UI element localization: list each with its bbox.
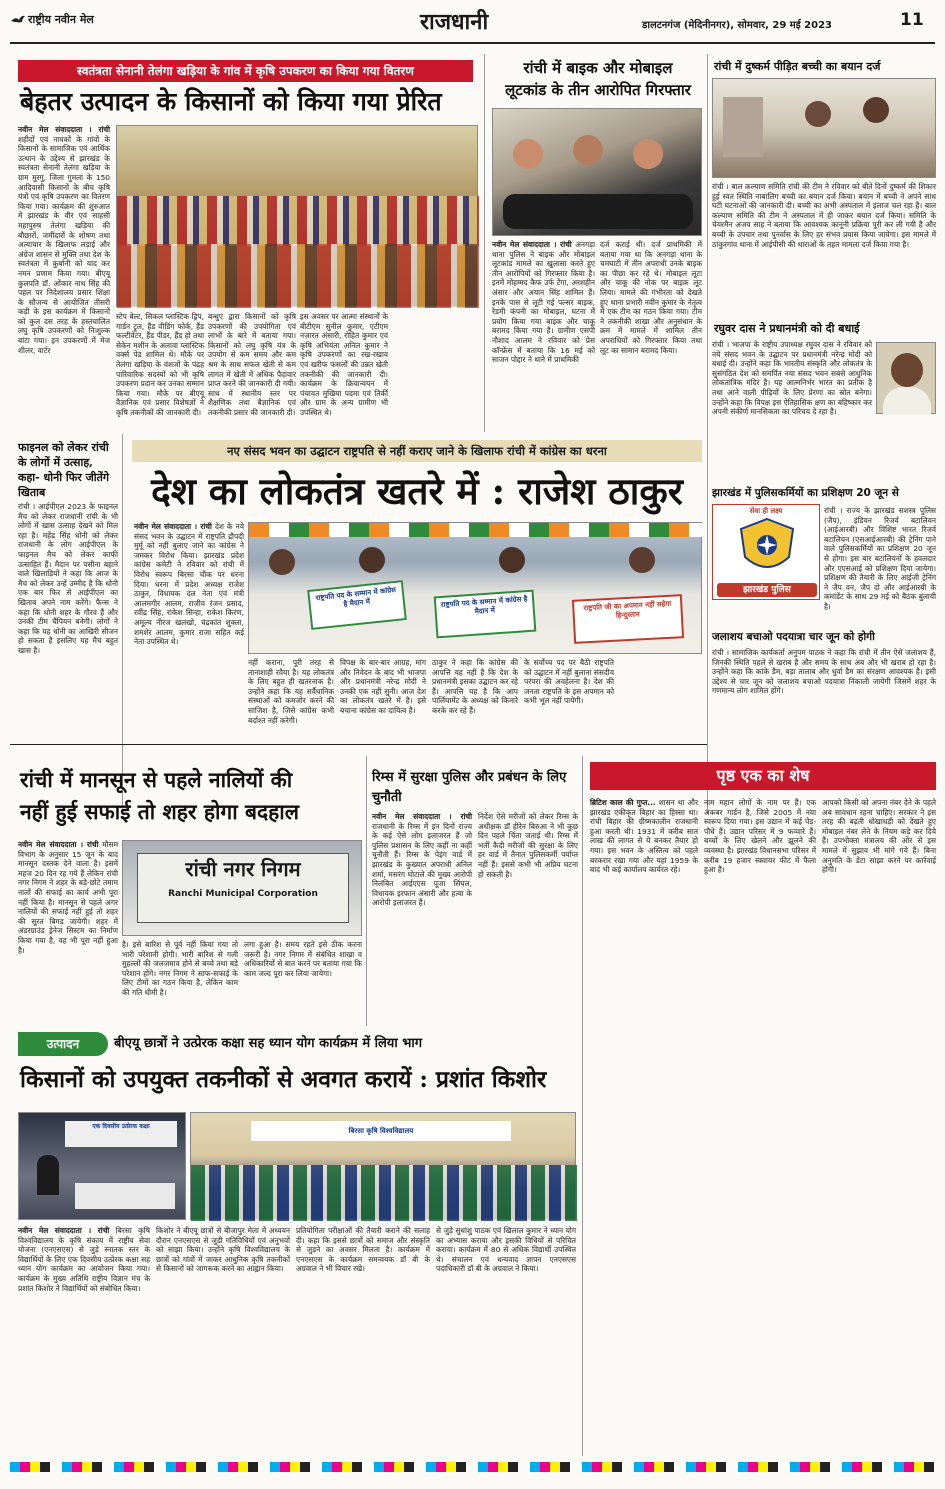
story6-body: रांची । सामाजिक कार्यकर्ता अनुपम पाठक ने कहा कि रांची में तीन ऐसे जलाशय हैं, जिनकी स्थिति पहले से खराब है और समय के साथ अब और भी खराब हो रहा है। उन्होंने कहा कि कांके डैम, बड़ा तालाब और धुर्वा डैम का संरक्षण आवश्यक है। इसी उद्देश्य से चार जून को जलाशय बचाओ पदयात्रा निकाली जायेगी जिसमें शहर के गणमान्य लोग शामिल होंगे। xyxy=(712,648,936,696)
photo1-banner: एक दिवसीय उत्प्रेरक कक्षा xyxy=(65,1121,177,1147)
story8-col1-text: देश के नये संसद भवन के उद्घाटन में राष्ट्रपति द्रौपदी मुर्मू को नहीं बुलाए जाने का कांग्रेस ने जमकर विरोध किया। झारखंड प्रदेश कांग्रेस कमेटी ने रविवार को रांची में विरोध स्वरूप बिरसा चौक पर धरना दिया। धरना में प्रदेश अध्यक्ष राजेश ठाकुर, विधायक दल नेता एवं मंत्री आलमगीर आलम, राजीव रंजन प्रसाद, रवींद्र सिंह, राकेश सिन्हा, राकेश किरण, अमूल्य नीरज खलखो, चंद्रकांत शुक्ला, शमशेर आलम, कुमार राजा सहित कई नेता उपस्थित थे। xyxy=(134,522,244,647)
story9-headline-2: नहीं हुई सफाई तो शहर होगा बदहाल xyxy=(20,799,299,824)
story1-byline: नवीन मेल संवाददाता । रांची xyxy=(18,125,110,134)
story2-headline-2: लूटकांड के तीन आरोपित गिरफ्तार xyxy=(505,81,691,99)
story8-col2: नहीं कराना, पूरी तरह से तानाशाही रवैया है। यह लोकतंत्र के लिए बहुत ही खतरनाक है। उन्होंने कहा कि यह सर्वैधानिक संस्थाओं को कमजोर करने की साजिश है, जिसे कांग्रेस कभी बर्दाश्त नहीं करेगी। xyxy=(248,658,334,725)
story12-col1-text: बिरसा कृषि विश्वविद्यालय के कृषि संकाय में राष्ट्रीय सेवा योजना (एनएसएस) से जुड़े स्नातक स्तर के विद्यार्थियों के लिए एक दिवसीय उत्प्रेरक कक्षा सह ध्यान योग कार्यक्रम का आयोजन किया गया। कार्यक्रम के मुख्य अतिथि राष्ट्रीय विज्ञान मंच के प्रशांत किशोर ने विद्यार्थियों को संबोधित किया। xyxy=(18,1226,150,1293)
story9-photo xyxy=(122,840,362,936)
placard-3: राष्ट्रपति जी का अपमान नहीं सहेगा हिन्दुस्तान xyxy=(572,594,684,644)
story8-headline: देश का लोकतंत्र खतरे में : राजेश ठाकुर xyxy=(151,469,683,513)
page-number: 11 xyxy=(900,10,924,30)
logo-name: झारखंड पुलिस xyxy=(717,583,817,597)
story11-col2: नाम महान लोगों के नाम पर हैं। एक अकबर गार्डन है, जिसे 2005 में नया स्वरूप दिया गया। इस उद्यान में कई पेड़-पौधे हैं। उद्यान परिसर में 9 फव्वारे हैं। बच्चों के लिए खेलने और झूलने की व्यवस्था है। झारखंड विधानसभा परिसर में करीब 19 हजार स्क्वायर फीट में फैला हुआ है। xyxy=(704,798,816,875)
story8-col3: विपक्ष के बार-बार आग्रह, मांग और निवेदन के बाद भी भाजपा और प्रधानमंत्री नरेन्द्र मोदी ने उनकी एक नहीं सुनी। आज देश का लोकतंत्र खतरे में है। इसे बचाना कांग्रेस का दायित्व है। xyxy=(340,658,426,715)
story10-headline: रिम्स में सुरक्षा पुलिस और प्रबंधन के लिए चुनौती xyxy=(372,770,567,805)
story1-col1 xyxy=(18,125,110,425)
story10-col1 xyxy=(372,812,472,1022)
story4-body: रांची । भाजपा के राष्ट्रीय उपाध्यक्ष रघुवर दास ने रविवार को नये संसद भवन के उद्घाटन पर प्रधानमंत्री नरेन्द्र मोदी को बधाई दी। उन्होंने कहा कि भारतीय संस्कृति और लोकतंत्र के सुसंगठित देश को समर्पित नया संसद भवन सबसे आधुनिक लोकतांत्रिक मंदिर है। यह आत्मनिर्भर भारत का प्रतीक है तथा आने वाली पीढ़ियों के लिए प्रेरणा का स्रोत बनेगा। उन्होंने कहा कि विपक्ष इस ऐतिहासिक क्षण का बहिष्कार कर अपनी संकीर्ण मानसिकता का परिचय दे रहा है। xyxy=(712,340,872,417)
story11-col1-title: ब्रिटिश काल की गुप्त... xyxy=(590,798,656,807)
story1-col5 xyxy=(392,312,478,427)
story2-col1-text: अनगड़ा थाना पुलिस ने बाइक और मोबाइल लूटकांड मामले का खुलासा करते हुए तीन आरोपियों को गिरफ्तार किया है। इनमें मोहम्मद कैफ उर्फ टेंगा, अरशहीन अंसार और अयान सिंह शामिल हैं। इनके पास से लूटी गई पल्सर बाइक, रेडमी कंपनी का मोबाइल, घटना में प्रयोग किया गया बाइक और चाकू बरामद किया गया है। ग्रामीण एसपी नौशाद आलम ने रविवार को प्रेस कॉन्फ्रेंस में बताया कि 16 मई को साजन पोद्दार ने थाने में प्राथमिकी xyxy=(492,240,595,365)
story1-headline: बेहतर उत्पादन के किसानों को किया गया प्रेरित xyxy=(20,87,442,116)
bird-logo-icon xyxy=(10,12,26,28)
sign-english: Ranchi Municipal Corporation xyxy=(168,889,318,899)
story1-kicker: स्वतंत्रता सेनानी तेलंगा खड़िया के गांव में कृषि उपकरण का किया गया वितरण xyxy=(18,60,473,82)
story1-col3: बन्धुए द्वारा किसानों को कृषि उपकरणों की उपयोगिता एवं लाभों के बारे में बताया गया। किसानों को लघु कृषि यंत्र के उपयोग से कम समय और कम श्रम के साथ सफल खेती से कम लागत में खेती में अधिक पैदावार प्राप्त करने की जानकारी दी गयी। साथ में स्थानीय स्तर पर शैक्षणिक तथा बैज्ञानिक एवं तकनीकी प्रसार की जानकारी दी। xyxy=(208,312,296,417)
story3-photo xyxy=(712,78,936,178)
story1-col2: स्टेप बेल्ट, सिकल प्लास्टिक ड्रिप, गार्डन ट्रूल, हैंड वीडिंग फोर्क, हैंड फल्टीवेटर, हैंड पीडर, हैंड हो तथा सेकेन मशीन के अलावा प्लास्टिक वर्क्स पेड शामिल थे। मौके पर तेलंगा खड़िया के वंशजों के पंद्रह पारिवारिक सदस्यों को भी कृषि उपकरण प्रदान कर उनका सम्मान किया गया। मौके पर बीएयू वैज्ञानिक एवं प्रसार विशेषज्ञों ने कृषि तकनीकों की जानकारी दी। xyxy=(116,312,204,417)
story12-col1 xyxy=(18,1226,150,1452)
story10-byline: नवीन मेल संवाददाता । रांची xyxy=(372,812,472,821)
jharkhand-police-logo-icon xyxy=(712,504,820,600)
divider-mid xyxy=(10,744,707,745)
story6-headline: जलाशय बचाओ पदयात्रा चार जून को होगी xyxy=(712,631,875,643)
story3-body: रांची । बाल कल्याण समिति रांची की टीम ने रविवार को बीते दिनों दुष्कर्म की शिकार हुई स्वत स्थिति नाबालिग बच्ची का बयान दर्ज किया। बयान में बच्ची ने अपने साथ घटी घटनाओं की जानकारी दी। बच्ची का अभी अस्पताल में इलाज चल रहा है। बाल कल्याण समिति की टीम ने अस्पताल में ही जाकर बयान दर्ज किया। समिति के चेयरमैन अजय साह ने बताया कि आवश्यक कानूनी प्रक्रिया पूरी कर ली गयी है और बच्ची के उपचार तथा पुनर्वास के लिए हर संभव प्रयास किया जायेगा। इस मामले में ठाकुरगांव थाना में आईपीसी की धाराओं के तहत मामला दर्ज किया गया है। xyxy=(712,182,936,249)
story2-photo xyxy=(492,108,702,236)
story12-tag: उत्पादन xyxy=(18,1032,108,1056)
story4-headline: रघुवर दास ने प्रधानमंत्री को दी बधाई xyxy=(714,322,860,335)
logo-motto: सेवा ही लक्ष्य xyxy=(749,507,783,515)
story10-col2: निर्देश ऐसे मरीजों को लेकर रिम्स के अधीक्षक डॉ हीरेन बिरुआ ने भी कुछ दिन पहले चिंता जताई थी। रिम्स में भर्ती कैदी मरीजों की सुरक्षा के लिए हर वार्ड में तैनात पुलिसकर्मी पर्याप्त नहीं हैं। इससे कभी भी अप्रिय घटना हो सकती है। xyxy=(478,812,578,879)
story11-banner: पृष्ठ एक का शेष xyxy=(590,762,936,790)
story9-byline: नवीन मेल संवाददाता । रांची xyxy=(18,840,99,849)
story1-col1-text: शहीदों एवं नायकों के गांवों के किसानों के सामाजिक एवं आर्थिक उत्थान के उद्देश्य से झारखंड के स्वतंत्रता सेनानी तेलंगा खड़िया के ग्राम मुरगु, जिला गुमला के 150 आदिवासी किसानों के बीच कृषि यंत्रों एवं कृषि उपकरण का वितरण किया गया। कार्यक्रम की शुरुआत में झारखंड के वीर एवं साहसी महापुरुष तेलंगा खड़िया की बौछारों, जमींदारों के शोषण तथा अत्याचार के खिलाफ लड़ाई और अंग्रेज शासन से मुक्ति तथा देश के स्वतंत्रता में कुर्बानी को याद कर नमन प्रणाम किया गया। बीएयू कुलपति डॉ. ओंकार नाथ सिंह की पहल पर निदेशालय प्रसार शिक्षा के सौजन्य से आयोजित तीसरी कड़ी के इस कार्यक्रम में किसानों को कुल दस तरह के हस्तचालित लघु कृषि उपकरणों को निःशुल्क बांटा गया। इन उपकरणों में मेज शीलर, वार्टर xyxy=(18,134,110,355)
story9-col1-text: मौसम विभाग के अनुसार 15 जून के बाद मानसून दस्तक देने वाला है। इसमें महज 20 दिन रह गये हैं लेकिन रांची नगर निगम ने शहर के बड़े-छोटे तमाम नालों की सफाई का कार्य अभी पूरा नहीं किया है। मानसून से पहले अगर नालियों की सफाई नहीं हुई तो शहर की सूरत बिगड़ जायेगी। शहर में अंडरग्राउंड ड्रेनेज सिस्टम का निर्माण किया गया है, वह भी पूरा नहीं हुआ है। xyxy=(18,840,118,955)
placard-1: राष्ट्रपति पद के सम्मान में कांग्रेस है मैदान में xyxy=(307,580,407,630)
placard-2: राष्ट्रपति पद के सम्मान में कांग्रेस है मैदान में xyxy=(434,590,537,639)
story11-col1-text: शासन था और झारखंड एकीकृत बिहार का हिस्सा था। रांची बिहार की ग्रीष्मकालीन राजधानी हुआ करती थी। 1931 में करीब सात लाख की लागत से ये बनकर तैयार हो गया। इस भवन के अस्तित्व को पहले बरकरार रखा गया और यहां 1959 के बाद भी कई कार्यालय कार्यरत रहे। xyxy=(590,798,698,875)
masthead-rule xyxy=(10,42,935,44)
story5-body-cont xyxy=(712,600,936,626)
story4-photo xyxy=(876,342,936,414)
story1-col4: इस अवसर पर आत्मा संस्थानों के बीटीएम सुनील कुमार, एटीएम नज़ारत अंसारी, रोहित कुमार एवं कृषि अभियंता अनिल कुमार ने कृषि उपकरणों का रख-रखाव एवं खरीफ फसलों की उन्नत खेती तकनीकी की जानकारी दी। कार्यक्रम के क्रियान्वयन में पंचायत मुखिया पदमा एवं तिर्की और ग्राम के अन्य ग्रामीण भी उपस्थित थे। xyxy=(300,312,388,417)
story9-col3: लगा हुआ है। समय रहते इसे ठीक करना जरूरी है। नगर निगम में संबंधित शाखा व अधिकारियों से बात करने पर बताया गया कि काम जल्द पूरा कर लिया जायेगा। xyxy=(244,940,362,978)
story2-headline-1: रांची में बाइक और मोबाइल xyxy=(523,59,673,77)
story8-byline: नवीन मेल संवाददाता । रांची xyxy=(134,522,212,531)
sign-hindi: रांची नगर निगम xyxy=(185,857,301,881)
story8-col5: के सर्वोच्च पद पर बैठी राष्ट्रपति को उद्घाटन में नहीं बुलाना संसदीय परंपरा की अवहेलना है। देश की जनता राष्ट्रपति के इस अपमान को कभी भूल नहीं पायेगी। xyxy=(524,658,614,706)
story5-headline: झारखंड में पुलिसकर्मियों का प्रशिक्षण 20 जून से xyxy=(712,487,899,499)
story11-col3: आपको किसी को अपना नंबर देने के पहले अब सावधान रहना चाहिए। सरकार ने इस तरह की बढ़ती धोखाधड़ी को देखते हुए मोबाइल नंबर लेने के नियम कड़े कर दिये हैं। उपभोक्ता मंत्रालय की ओर से इस मामले में सुझाव भी मांगे गये हैं। बिना अनुमति के डेटा साझा करने पर कार्रवाई होगी। xyxy=(822,798,936,875)
paper-name: राष्ट्रीय नवीन मेल xyxy=(28,13,94,26)
dateline: डालटनगंज (मेदिनीनगर), सोमवार, 29 मई 2023 xyxy=(642,20,833,31)
story8-photo xyxy=(248,522,702,654)
story2-byline: नवीन मेल संवाददाता । रांची xyxy=(492,240,572,249)
story12-photo-1 xyxy=(18,1112,186,1220)
story12-headline: किसानों को उपयुक्त तकनीकों से अवगत करायें : प्रशांत किशोर xyxy=(20,1066,547,1093)
story12-photo-2 xyxy=(190,1112,576,1220)
story8-kicker: नए संसद भवन का उद्घाटन राष्ट्रपति से नहीं कराए जाने के खिलाफ रांची में कांग्रेस का धरना xyxy=(132,440,702,462)
story12-col2: किशोर ने बीएयू छात्रों से बीजापुर मेला में अध्ययन दौरान एनएसएस से जुड़ी गतिविधियों एवं अनुभवों को साझा किया। उन्होंने कृषि विश्वविद्यालय के छात्रों को गांवों में जाकर आधुनिक कृषि तकनीकों से किसानों को जागरूक करने का आह्वान किया। xyxy=(156,1226,290,1274)
footer-color-bar xyxy=(10,1462,935,1472)
story11-col1 xyxy=(590,798,698,1452)
masthead xyxy=(0,0,945,48)
story12-byline: नवीन मेल संवाददाता । रांची xyxy=(18,1226,110,1235)
story12-col4: से जुड़े सुधांशु पाठक एवं खिलाल कुमार ने ध्यान योग का अभ्यास कराया और इसकी विधियों से परिचित कराया। कार्यक्रम में 80 से अधिक विद्यार्थी उपस्थित थे। संचालन एवं धन्यवाद ज्ञापन एनएसएस पदाधिकारी डॉ बी के अग्रवाल ने किया। xyxy=(436,1226,576,1274)
section-title: राजधानी xyxy=(420,9,489,35)
story12-kicker: बीएयू छात्रों ने उत्प्रेरक कक्षा सह ध्यान योग कार्यक्रम में लिया भाग xyxy=(114,1036,423,1051)
story5-body: रांची । राज्य के झारखंड सशस्त्र पुलिस (जैप), इंडियन रिजर्व बटालियन (आईआरबी) और विशिष्ट भारत रिजर्व बटालियन (एसआईआरबी) की ट्रेनिंग पाने वाले पुलिसकर्मियों का प्रशिक्षण 20 जून से होगा। इस बार बटालियनों के हवलदार और एएसआई को प्रशिक्षण दिया जायेगा। प्रशिक्षण की तैयारी के लिए आईजी ट्रेनिंग ने जैप वन, जैप दो और आईआरबी के कमांडेंट के साथ 29 मई को बैठक बुलायी है। xyxy=(824,506,936,611)
story9-col2: है। इसे बारिश से पूर्व नहीं किया गया तो भारी परेशानी होगी। भारी बारिश से गली मुहल्लों की जलजमाव होने से बच्चे तथा बड़े परेशान होंगे। नगर निगम ने साफ-सफाई के लिए टीमों का गठन किया है, लेकिन काम की गति धीमी है। xyxy=(122,940,238,997)
story9-headline-1: रांची में मानसून से पहले नालियों की xyxy=(20,767,293,792)
story3-headline: रांची में दुष्कर्म पीड़ित बच्ची का बयान दर्ज xyxy=(714,60,881,73)
story9-col1 xyxy=(18,840,118,1020)
story7-body: रांची । आईपीएल 2023 के फाइनल मैच को लेकर राजधानी रांची के भी लोगों में खास उत्साह देखने को मिल रहा है। महेंद्र सिंह धोनी को लेकर राजधानी के लोग आईपीएल के फाइनल मैच को लेकर काफी उत्साहित हैं। मैदान पर पसीना बहाने वाले खिलाड़ियों ने कहा कि आज के मैच को लेकर उन्हें उम्मीद है कि धोनी एक बार फिर से आईपीएल का खिताब अपने नाम करेंगे। फैन्स ने कहा कि धोनी शहर के गौरव हैं और उनकी टीम चैंपियन बनेगी। लोगों ने कहा कि यह धोनी का आखिरी सीजन हो सकता है इसलिए यह मैच बहुत खास है। xyxy=(18,502,118,655)
story2-col1 xyxy=(492,240,595,430)
story7-headline: फाइनल को लेकर रांची के लोगों में उत्साह, कहा- धोनी फिर जीतेंगे खिताब xyxy=(18,441,110,499)
story8-col4: ठाकुर ने कहा कि कांग्रेस की आपत्ति यह नहीं है कि देश के प्रधानमंत्री इसका उद्घाटन कर रहे हैं। आपत्ति यह है कि आप पार्लियामेंट के अध्यक्ष को किनारे करके कर रहे हैं। xyxy=(432,658,518,715)
photo2-banner: बिरसा कृषि विश्वविद्यालय xyxy=(251,1121,511,1141)
story2-col2: दर्ज कराई थी। दर्ज प्राथमिकी में बताया गया था कि अनगड़ा थाना के चमघाटी में तीन अपराधी उनके बाइक का पीछा कर रहे थे। मोबाइल लूटा और चाकू की नोक पर बाइक लूट लिया। मामले की गंभीरता को देखते हुए थाना प्रभारी नवीन कुमार के नेतृत्व में एक टीम का गठन किया गया। टीम ने तकनीकी शाखा और अनुसंधान के क्रम में मामले में शामिल तीन अपराधियों को गिरफ्तार किया तथा लूट का सामान बरामद किया। xyxy=(600,240,702,355)
story10-col1-text: राजधानी के रिम्स में इन दिनों राज्य के कई ऐसे लोग इलाजरत हैं जो पुलिस प्रशासन के लिए कहीं ना कहीं चुनौती हैं। रिम्स के पेइंग वार्ड में झारखंड के कुख्यात अपराधी अनिल शर्मा, मसरंग घोटाले की मुख्य आरोपी निलंबित आईएएस पूजा सिंघल, विधायक इरफान अंसारी और हत्या के आरोपी इलाजरत हैं। xyxy=(372,821,472,908)
story1-photo xyxy=(116,125,478,307)
story12-col3: प्रतियोगिता परीक्षाओं की तैयारी कराने की सलाह दी। कहा कि इससे छात्रों को समाज और संस्कृति से जुड़ने का अवसर मिलता है। कार्यक्रम में एनएसएस के कार्यक्रम समन्वयक डॉ बी के अग्रवाल ने भी विचार रखे। xyxy=(296,1226,430,1274)
